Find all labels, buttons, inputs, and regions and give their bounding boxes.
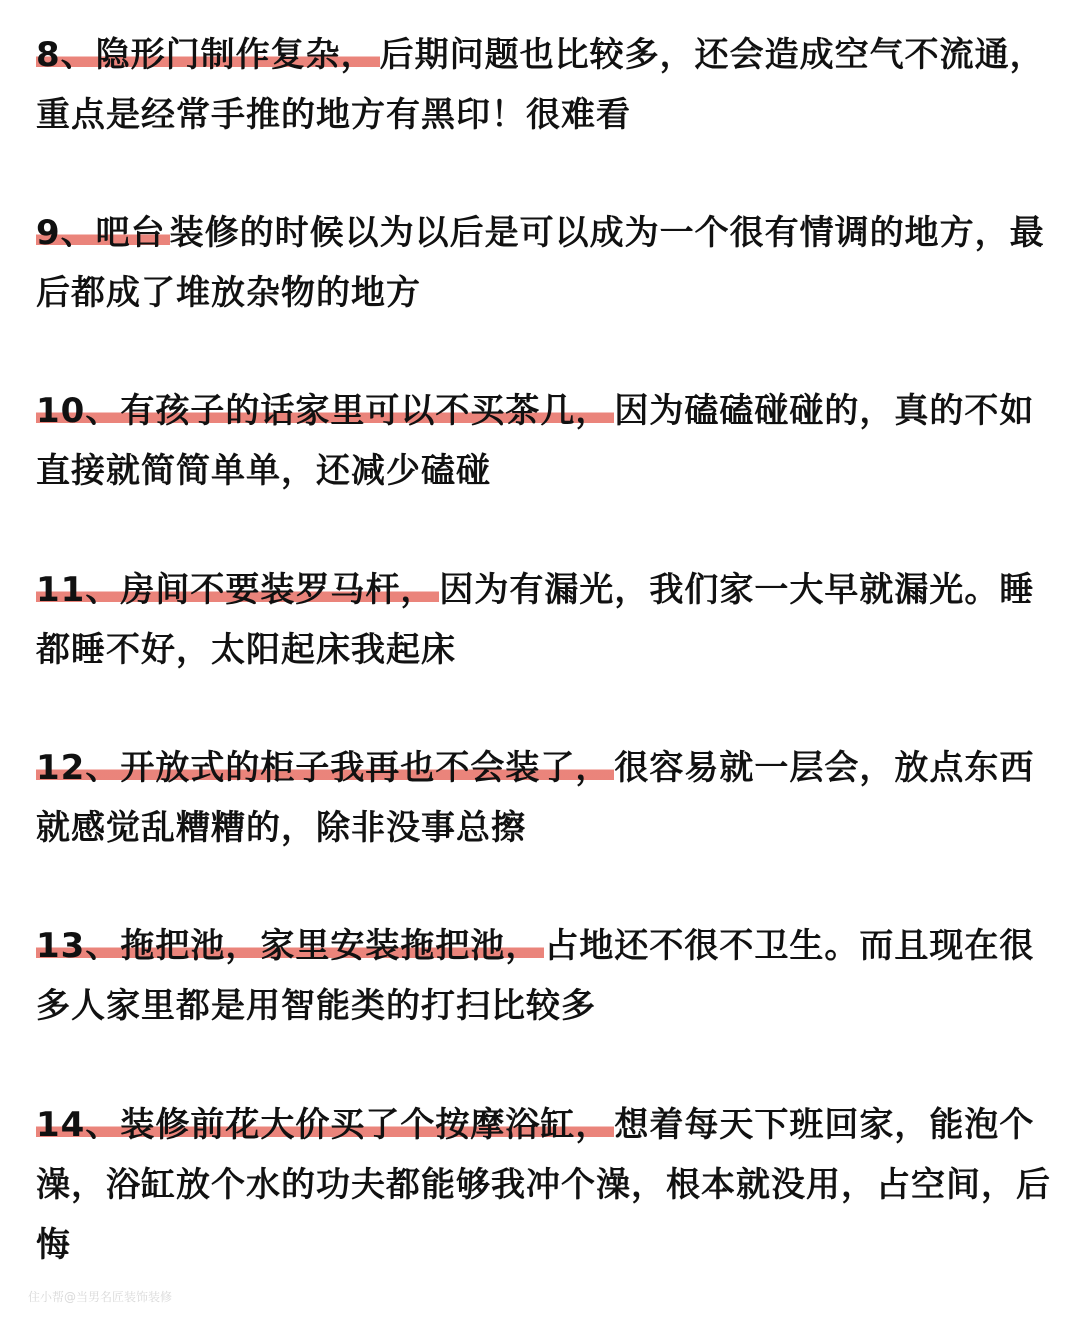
tip-body: 占地还不很不卫生。而且现在很多人家里都是用智能类的打扫比较多 [36, 926, 1035, 1026]
tip-item-12 [36, 738, 1056, 858]
tip-item-9 [36, 203, 1056, 323]
tip-highlight: 11、房间不要装罗马杆， [36, 570, 439, 610]
tip-body: 想着每天下班回家，能泡个澡，浴缸放个水的功夫都能够我冲个澡，根本就没用，占空间，后悔 [36, 1105, 1051, 1265]
tip-item-8 [36, 25, 1056, 145]
tip-body: 因为有漏光，我们家一大早就漏光。睡都睡不好，太阳起床我起床 [36, 570, 1035, 670]
tip-item-10 [36, 381, 1056, 501]
tip-highlight: 14、装修前花大价买了个按摩浴缸， [36, 1105, 614, 1145]
tip-item-11 [36, 560, 1056, 680]
tip-highlight: 9、吧台 [36, 213, 170, 253]
tip-item-13 [36, 916, 1056, 1036]
tip-body: 很容易就一层会，放点东西就感觉乱糟糟的，除非没事总擦 [36, 748, 1035, 848]
tip-body: 装修的时候以为以后是可以成为一个很有情调的地方，最后都成了堆放杂物的地方 [36, 213, 1045, 313]
watermark: 住小帮@当男名匠装饰装修 [28, 1290, 173, 1304]
tip-highlight: 13、拖把池，家里安装拖把池， [36, 926, 544, 966]
tip-highlight: 8、隐形门制作复杂， [36, 35, 380, 75]
tip-highlight: 10、有孩子的话家里可以不买茶几， [36, 391, 614, 431]
tip-highlight: 12、开放式的柜子我再也不会装了， [36, 748, 614, 788]
tip-body: 因为磕磕碰碰的，真的不如直接就简简单单，还减少磕碰 [36, 391, 1035, 491]
tip-body: 后期问题也比较多，还会造成空气不流通，重点是经常手推的地方有黑印！很难看 [36, 35, 1045, 135]
tip-item-14 [36, 1095, 1056, 1275]
